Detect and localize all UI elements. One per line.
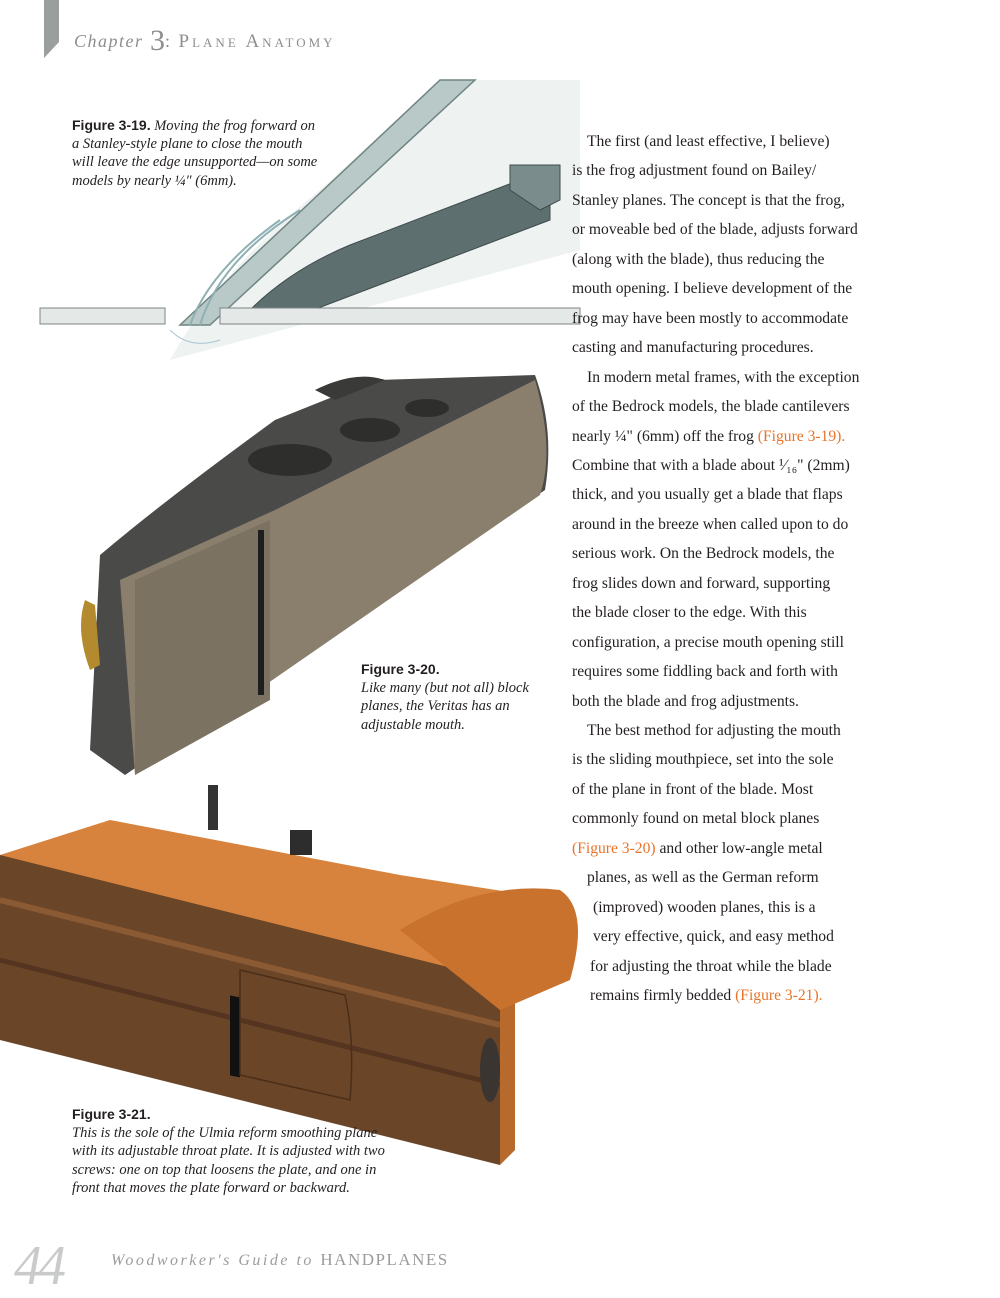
caption-label: Figure 3-19.	[72, 117, 151, 133]
body-line	[572, 486, 843, 504]
body-line	[572, 457, 850, 475]
figure-reference: (Figure 3-21).	[735, 987, 823, 1005]
body-line-text: remains firmly bedded	[590, 987, 736, 1005]
body-line-text: (improved) wooden planes, this is a	[593, 898, 816, 916]
figure-reference: (Figure 3-20)	[572, 839, 656, 857]
book-title-caps: HANDPLANES	[320, 1250, 449, 1269]
body-line	[572, 781, 813, 799]
body-line	[587, 133, 830, 151]
running-footer	[111, 1250, 449, 1270]
body-line	[572, 604, 807, 622]
body-line	[572, 192, 845, 210]
caption-label: Figure 3-20.	[361, 661, 440, 677]
body-line-text: planes, as well as the German reform	[587, 869, 819, 887]
running-header	[74, 24, 336, 58]
body-line	[572, 339, 814, 357]
body-line-text: and other low-angle metal	[655, 839, 823, 857]
body-line-text: In modern metal frames, with the exception	[587, 368, 860, 386]
chapter-word: Chapter	[74, 31, 144, 51]
body-line	[572, 634, 844, 652]
body-line	[572, 162, 816, 180]
body-line-text: or moveable bed of the blade, adjusts forward	[572, 221, 858, 239]
caption-figure-3-21	[72, 1105, 387, 1197]
body-line	[593, 899, 816, 917]
body-line	[572, 310, 848, 328]
body-line-text: Stanley planes. The concept is that the frog,	[572, 191, 845, 209]
caption-text: Like many (but not all) block planes, the Veritas has an adjustable mouth.	[361, 680, 529, 733]
body-line	[572, 221, 858, 239]
body-line-text: requires some fiddling back and forth with	[572, 663, 838, 681]
body-line-text: is the sliding mouthpiece, set into the sole	[572, 751, 834, 769]
body-line-text: the blade closer to the edge. With this	[572, 604, 807, 622]
body-line	[572, 398, 850, 416]
body-line-text: The first (and least effective, I believe)	[587, 133, 830, 150]
body-line	[587, 369, 859, 387]
body-line-text: for adjusting the throat while the blade	[590, 957, 832, 975]
body-line-text: commonly found on metal block planes	[572, 810, 820, 828]
body-line-text: around in the breeze when called upon to do	[572, 515, 849, 533]
body-line	[572, 751, 834, 769]
body-line-text: The best method for adjusting the mouth	[587, 722, 841, 739]
caption-text: Moving the frog forward on a Stanley-style plane to close the mouth will leave the edge unsupported—on some models by nearly ¼" (6mm).	[72, 118, 318, 189]
body-line-text: of the plane in front of the blade. Most	[572, 780, 814, 798]
body-line	[590, 958, 832, 976]
body-line-text: thick, and you usually get a blade that flaps	[572, 486, 843, 504]
body-line-text: very effective, quick, and easy method	[593, 928, 834, 946]
body-line	[572, 693, 799, 711]
caption-label: Figure 3-21.	[72, 1106, 151, 1122]
body-line-text: is the frog adjustment found on Bailey/	[572, 162, 817, 180]
body-line-text: casting and manufacturing procedures.	[572, 339, 814, 357]
chapter-tab-marker	[44, 0, 59, 58]
body-line	[572, 428, 845, 446]
body-line	[593, 928, 834, 946]
caption-text: This is the sole of the Ulmia reform smoothing plane with its adjustable throat plate. It is adjusted with two screws: one on top that loosens the plate, and one in front that moves the plate forward or backward.	[72, 1125, 385, 1196]
caption-figure-3-19	[72, 116, 322, 190]
body-line	[587, 869, 819, 887]
body-line-text: serious work. On the Bedrock models, the	[572, 545, 835, 563]
caption-figure-3-20	[361, 660, 556, 734]
body-line-text: Combine that with a blade about ¹⁄₁₆" (2mm)	[572, 456, 850, 474]
body-line	[572, 663, 838, 681]
body-line-text: (along with the blade), thus reducing the	[572, 250, 825, 268]
body-line	[590, 987, 823, 1005]
body-line	[572, 810, 819, 828]
body-line-text: both the blade and frog adjustments.	[572, 692, 799, 710]
body-line-text: configuration, a precise mouth opening still	[572, 633, 844, 651]
body-line	[587, 722, 841, 740]
body-line-text: nearly ¼" (6mm) off the frog	[572, 427, 758, 445]
figure-3-19-sketch	[20, 70, 600, 370]
figure-reference: (Figure 3-19).	[757, 427, 846, 445]
chapter-sep: :	[165, 31, 173, 51]
body-line	[572, 251, 824, 269]
body-line-text: frog may have been mostly to accommodate	[572, 309, 849, 327]
body-line	[572, 840, 823, 858]
book-title-italic: Woodworker's Guide to	[111, 1252, 314, 1269]
chapter-number: 3	[150, 24, 166, 57]
body-line	[572, 575, 830, 593]
body-line-text: mouth opening. I believe development of the	[572, 280, 853, 298]
body-line	[572, 545, 834, 563]
body-line	[572, 280, 852, 298]
body-line	[572, 516, 848, 534]
page-number: 44	[14, 1235, 62, 1297]
body-line-text: frog slides down and forward, supporting	[572, 574, 831, 592]
chapter-title: Plane Anatomy	[178, 31, 336, 52]
body-line-text: of the Bedrock models, the blade cantilevers	[572, 398, 850, 416]
